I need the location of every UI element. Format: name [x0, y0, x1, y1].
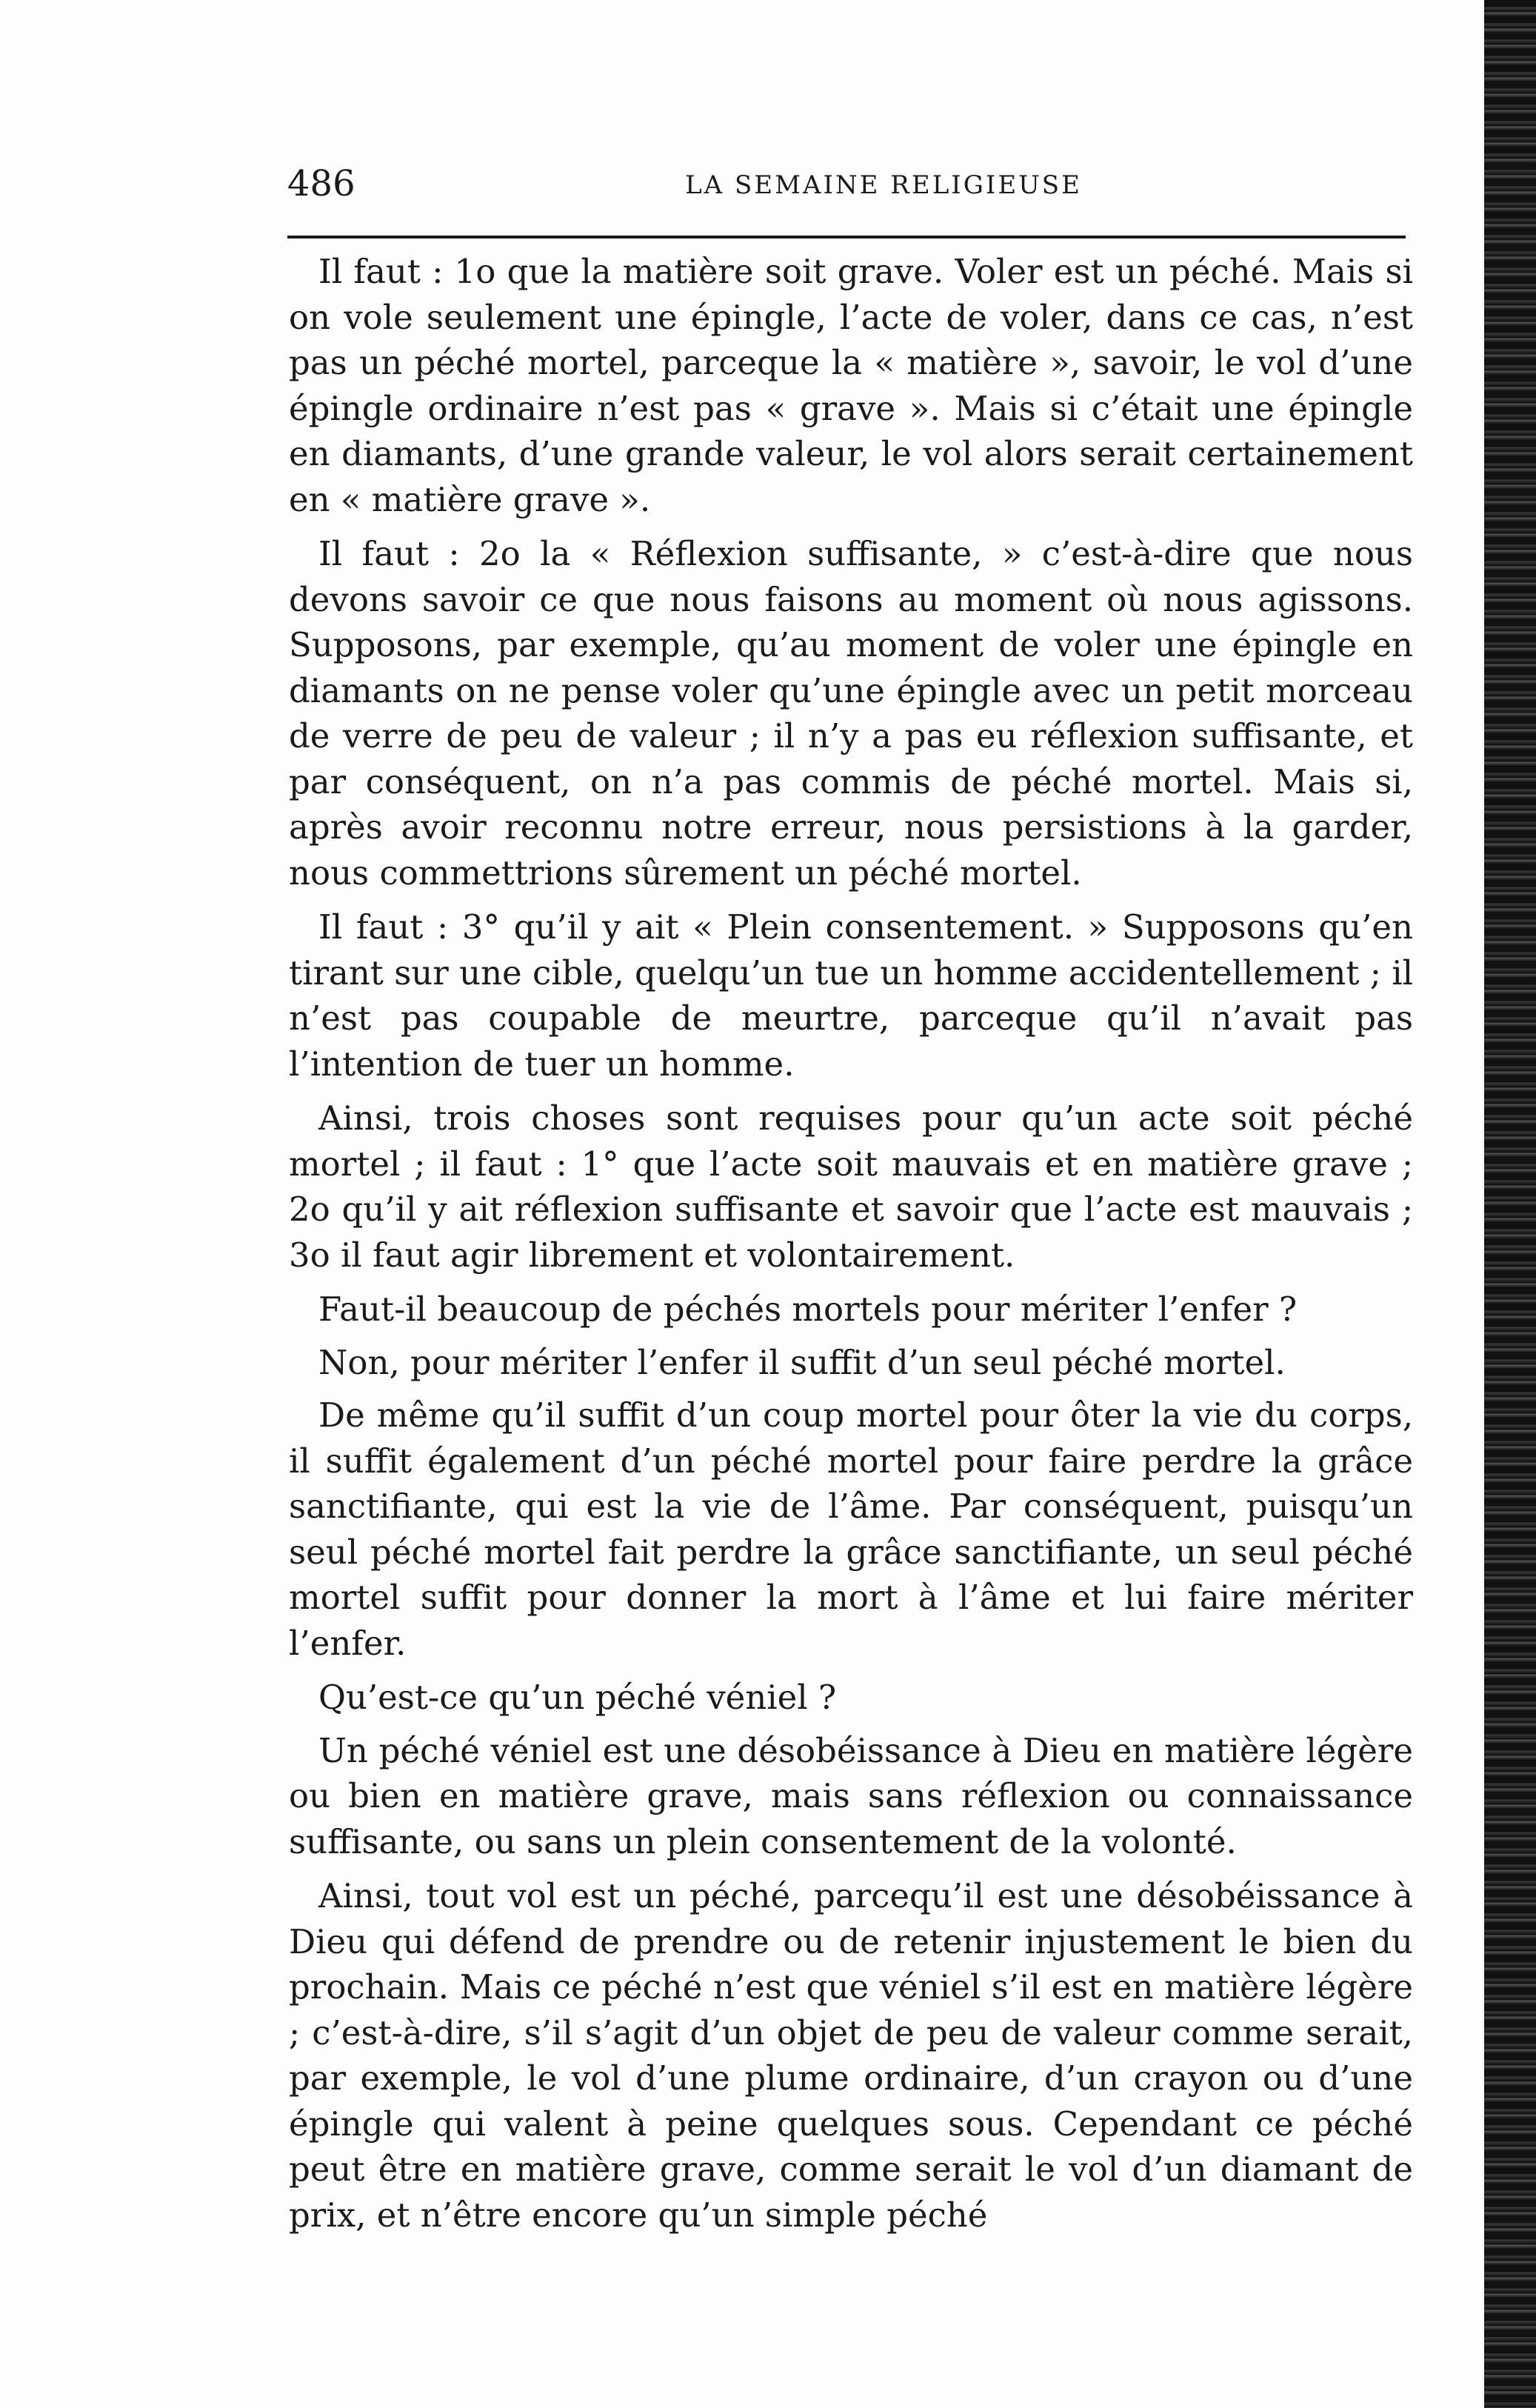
paragraph-vol: Ainsi, tout vol est un péché, parcequ’il est une désobéissance à Dieu qui défend de prendre ou de retenir injustement le bien du prochain. Mais ce péché n’est que véniel s’il est en matière légère ; c’est-à-dire, s’il s’agit d’un objet de peu de valeur comme serait, par exemple, le vol d’une plume ordinaire, d’un crayon ou d’une épingle qui valent à peine quelques sous. Cependant ce péché peut être en matière grave, comme serait le vol d’un diamant de prix, et n’être encore qu’un simple péché — [289, 1876, 1413, 2235]
answer-peche-veniel: Un péché véniel est une désobéissance à Dieu en matière légère ou bien en matière grave, mais sans réflexion ou connaissance suffisante, ou sans un plein consentement de la volonté. — [289, 1730, 1413, 1861]
paragraph-reflexion-suffisante: Il faut : 2o la « Réflexion suffisante, » c’est-à-dire que nous devons savoir ce que nous faisons au moment où nous agissons. Supposons, par exemple, qu’au moment de voler une épingle en diamants on ne pense voler qu’une épingle avec un petit morceau de verre de peu de valeur ; il n’y a pas eu réflexion suffisante, et par conséquent, on n’a pas commis de péché mortel. Mais si, après avoir reconnu notre erreur, nous persistions à la garder, nous commettrions sûrement un péché mortel. — [289, 534, 1413, 893]
question-enfer: Faut-il beaucoup de péchés mortels pour mériter l’enfer ? — [318, 1290, 1298, 1329]
question-peche-veniel: Qu’est-ce qu’un péché véniel ? — [318, 1678, 837, 1717]
paragraph-trois-choses: Ainsi, trois choses sont requises pour qu’un acte soit péché mortel ; il faut : 1° que l’acte soit mauvais et en matière grave ; 2o qu’il y ait réflexion suffisante et savoir que l’acte est mauvais ; 3o il faut agir librement et volontairement. — [289, 1098, 1413, 1275]
paragraph-matiere-grave: Il faut : 1o que la matière soit grave. Voler est un péché. Mais si on vole seulement une épingle, l’acte de voler, dans ce cas, n’est pas un péché mortel, parceque la « matière », savoir, le vol d’une épingle ordinaire n’est pas « grave ». Mais si c’était une épingle en diamants, d’une grande valeur, le vol alors serait certainement en « matière grave ». — [289, 252, 1413, 519]
body-text — [289, 249, 1413, 2247]
page-number: 486 — [287, 163, 355, 204]
answer-enfer: Non, pour mériter l’enfer il suffit d’un seul péché mortel. — [318, 1342, 1286, 1382]
paragraph-plein-consentement: Il faut : 3° qu’il y ait « Plein consentement. » Supposons qu’en tirant sur une cible, quelqu’un tue un homme accidentellement ; il n’est pas coupable de meurtre, parceque qu’il n’avait pas l’intention de tuer un homme. — [289, 907, 1413, 1084]
paragraph-coup-mortel: De même qu’il suffit d’un coup mortel pour ôter la vie du corps, il suffit également d’un péché mortel pour faire perdre la grâce sanctifiante, qui est la vie de l’âme. Par conséquent, puisqu’un seul péché mortel fait perdre la grâce sanctifiante, un seul péché mortel suffit pour donner la mort à l’âme et lui faire mériter l’enfer. — [289, 1395, 1413, 1663]
running-title: LA SEMAINE RELIGIEUSE — [685, 170, 1082, 200]
scan-edge-shadow — [1484, 0, 1536, 2408]
page-header — [287, 161, 1406, 206]
header-rule — [287, 236, 1406, 239]
